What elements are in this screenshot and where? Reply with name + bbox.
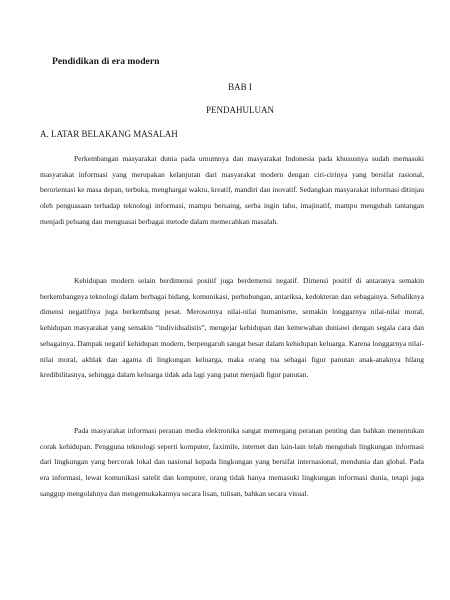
chapter-title: PENDAHULUAN [206, 105, 274, 115]
section-heading: A. LATAR BELAKANG MASALAH [40, 129, 178, 139]
body-paragraph: Pada masyarakat informasi peranan media elektronika sangat memegang peranan penting dan bahkan menentukan corak kehidupan. Pengguna teknologi seperti komputer, faximile, internet dan lain-lain telah mengubah lingkungan informasi dari lingkungan yang bercorak lokal dan nasional kepada lingkungan yang bersifat internasional, mendunia dan global. Pada era informasi, lewat komunikasi satelit dan komputer, orang tidak hanya memasuki lingkungan informasi dunia, tetapi juga sanggup mengolahnya dan mengemukakannya secara lisan, tulisan, bahkan secara visual. [40, 426, 424, 498]
document-title: Pendidikan di era modern [52, 56, 160, 67]
chapter-number: BAB I [228, 82, 252, 92]
body-paragraph: Perkembangan masyarakat dunia pada umumnya dan masyarakat Indonesia pada khususnya sudah memasuki masyarakat informasi yang merupakan kelanjutan dari masyarakat modern dengan ciri-cirinya yang bersifat rasional, berorientasi ke masa depan, terbuka, menghargai waktu, kreatif, mandiri dan inovatif. Sedangkan masyarakat informasi ditinjau oleh penguasaan terhadap teknologi informasi, mampu bersaing, serba ingin tahu, imajinatif, mampu mengubah tantangan menjadi peluang dan menguasai berbagai metode dalam memecahkan masalah. [40, 154, 424, 226]
body-paragraph: Kehidupan modern selain berdimensi positif juga berdemensi negatif. Dimensi positif di antaranya semakin berkembangnya teknologi dalam berbagai bidang, komunikasi, perhubungan, antariksa, kedokteran dan sebagainya. Sebaliknya dimensi negatifnya juga berkembang pesat. Merosotnya nilai-nilai humanisme, semakin longgarnya nilai-nilai moral, kehidupan masyarakat yang semakin “individualistis”, mengejar kehidupan dan kemewahan duniawi dengan segala cara dan sebagainya. Dampak negatif kehidupan modern, berpengaruh sangat besar dalam kehidupan keluarga. Karena longgarnya nilai-nilai moral, akhlak dan agama di lingkungan keluarga, maka orang tua sebagai figur panutan anak-anaknya hilang kredibilitasnya, sehingga dalam keluarga tidak ada lagi yang patut menjadi figur panutan. [40, 276, 424, 380]
